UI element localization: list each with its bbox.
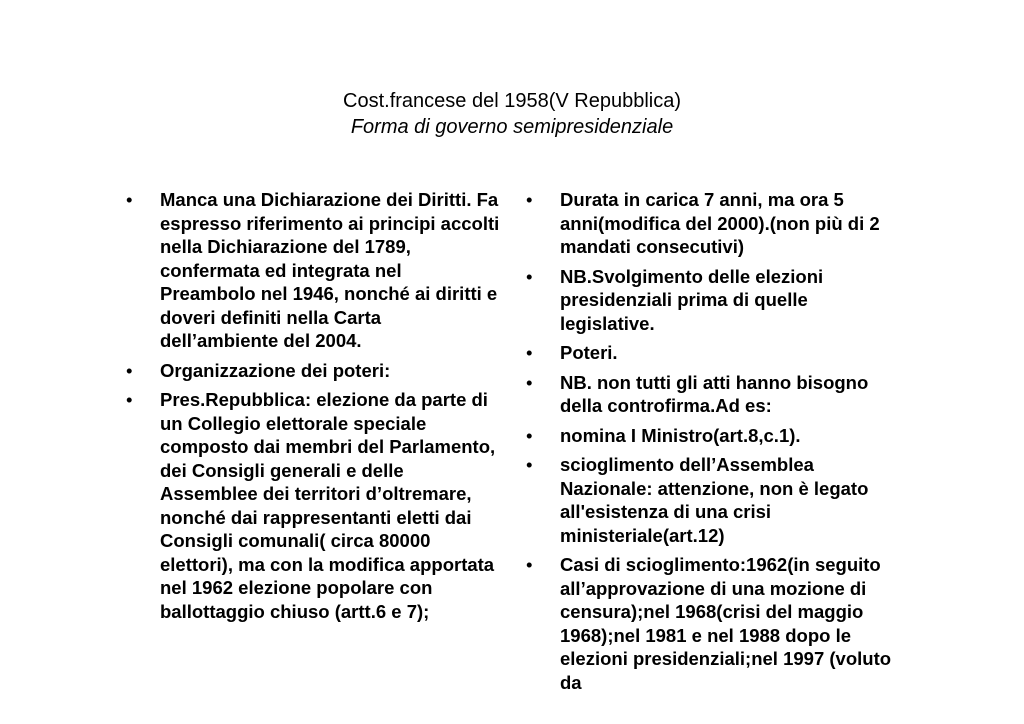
bullet-text: NB. non tutti gli atti hanno bisogno della controfirma.Ad es: [560, 371, 869, 416]
bullet-item [526, 341, 901, 365]
bullet-icon: • [526, 189, 533, 210]
bullet-text: nomina I Ministro(art.8,c.1). [560, 424, 801, 446]
bullet-item [526, 371, 901, 418]
bullet-item [126, 188, 501, 353]
bullet-text: Pres.Repubblica: elezione da parte di un Collegio elettorale speciale composto dai membri del Parlamento, dei Consigli generali e delle Assemblee dei territori d’oltremare, nonché dai rappresentanti eletti dai Consigli comunali( circa 80000 elettori), ma con la modifica apportata nel 1962 elezione popolare con ballottaggio chiuso (artt.6 e 7); [160, 389, 496, 622]
bullet-icon: • [526, 265, 533, 287]
bullet-item [526, 265, 901, 336]
slide-title [0, 88, 1024, 140]
bullet-item [526, 453, 901, 547]
bullet-text: Organizzazione dei poteri: [160, 359, 391, 381]
bullet-icon: • [126, 359, 133, 381]
bullet-item [526, 424, 901, 448]
title-subtitle: Forma di governo semipresidenziale [350, 116, 674, 138]
bullet-text: Durata in carica 7 anni, ma ora 5 anni(modifica del 2000).(non più di 2 mandati consecutivi) [560, 189, 880, 257]
bullet-item [526, 553, 901, 694]
bullet-icon: • [126, 389, 133, 410]
bullet-text: scioglimento dell’Assemblea Nazionale: attenzione, non è legato all'esistenza di una crisi ministeriale(art.12) [560, 454, 869, 546]
right-bullet-list [526, 188, 901, 700]
bullet-item [126, 359, 501, 383]
bullet-item [126, 388, 501, 623]
bullet-text: Poteri. [560, 342, 618, 363]
bullet-icon: • [526, 342, 533, 363]
bullet-icon: • [526, 424, 533, 446]
bullet-icon: • [526, 371, 533, 393]
bullet-text: NB.Svolgimento delle elezioni presidenziali prima di quelle legislative. [560, 265, 824, 334]
left-bullet-list [126, 188, 501, 629]
title-main: Cost.francese del 1958(V Repubblica) [343, 90, 681, 112]
bullet-icon: • [126, 189, 133, 210]
bullet-text: Casi di scioglimento:1962(in seguito all’approvazione di una mozione di censura);nel 1968(crisi del maggio 1968);nel 1981 e nel 1988 dopo le elezioni presidenziali;nel 1997 (voluto da [560, 554, 892, 693]
bullet-text: Manca una Dichiarazione dei Diritti. Fa espresso riferimento ai principi accolti nella Dichiarazione del 1789, confermata ed integrata nel Preambolo nel 1946, nonché ai diritti e doveri definiti nella Carta dell’ambiente del 2004. [160, 189, 500, 351]
bullet-icon: • [526, 454, 533, 475]
bullet-icon: • [526, 554, 533, 575]
bullet-item [526, 188, 901, 259]
